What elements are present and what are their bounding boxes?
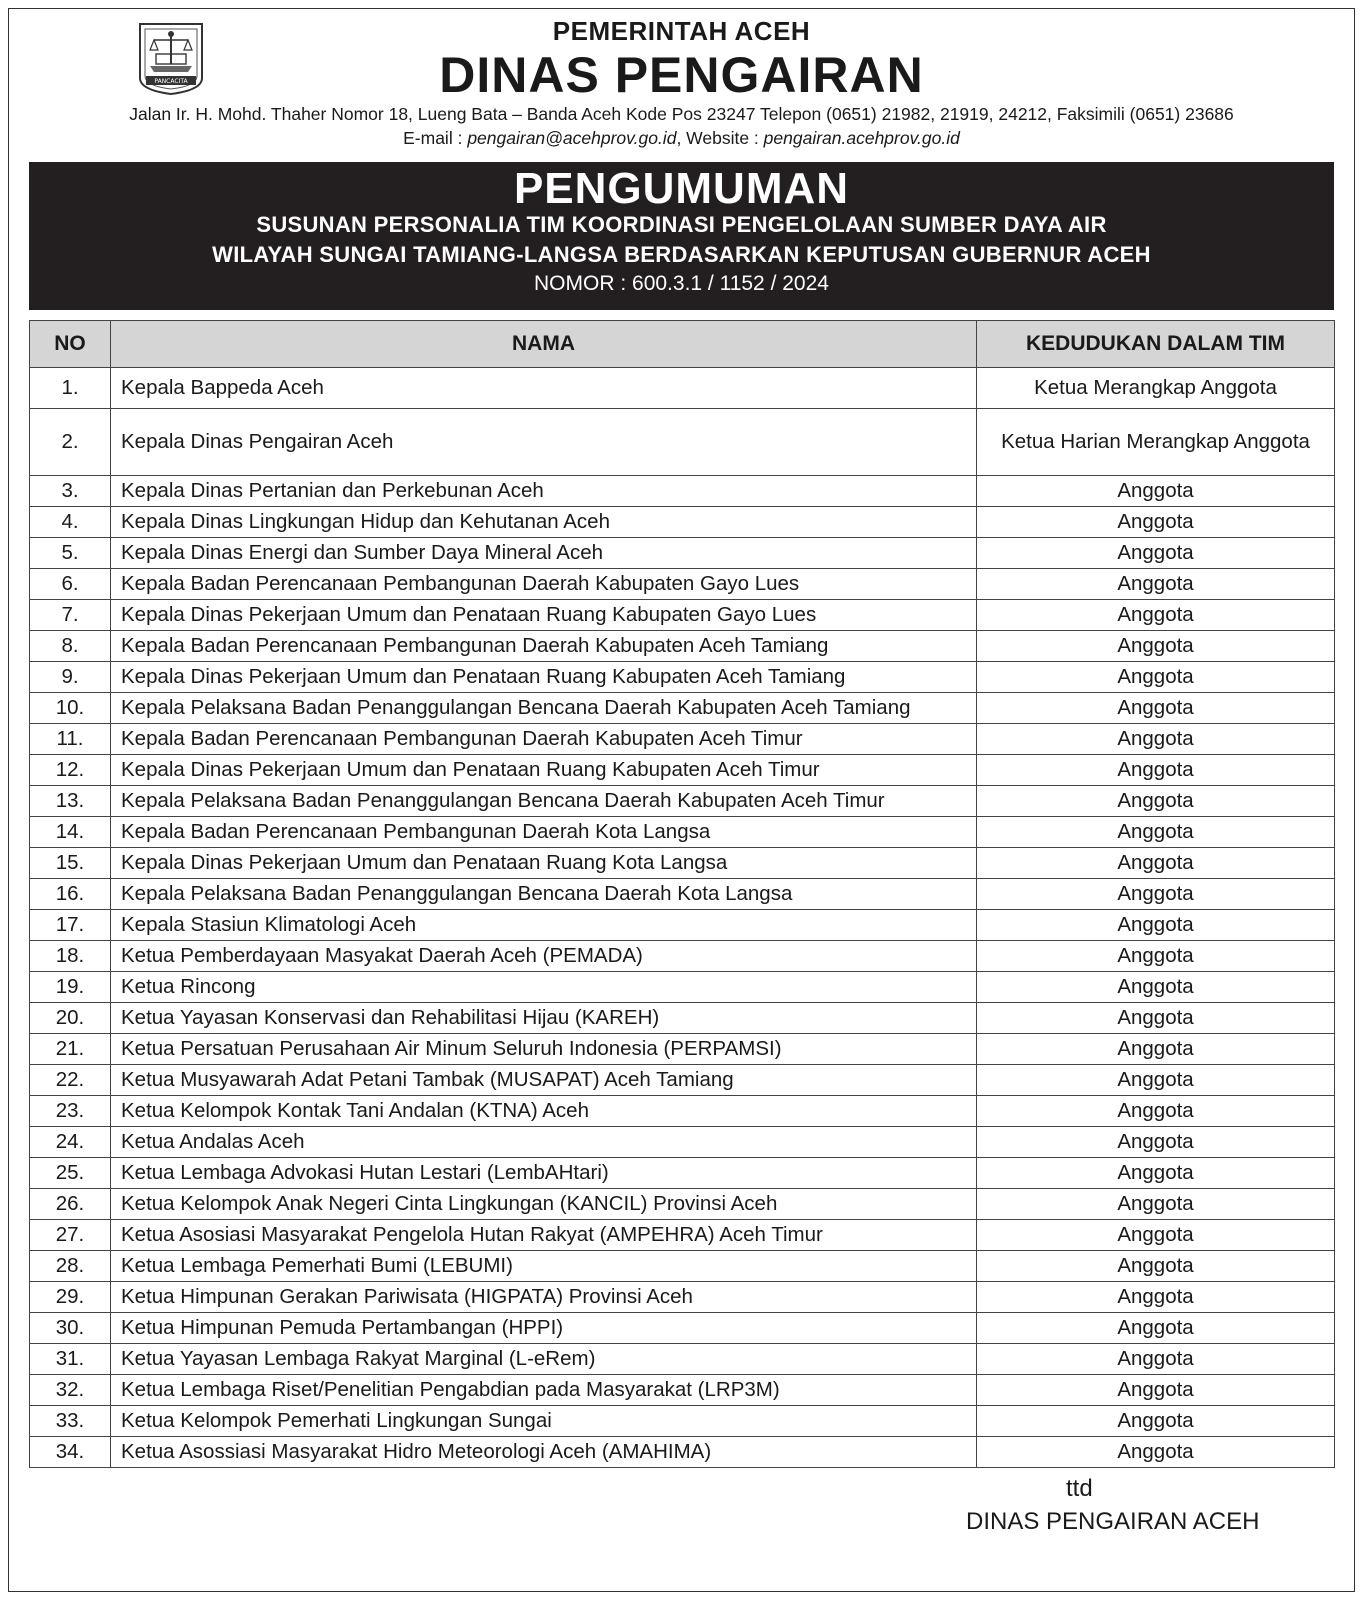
row-position: Anggota: [977, 1158, 1335, 1189]
row-name: Ketua Kelompok Anak Negeri Cinta Lingkungan (KANCIL) Provinsi Aceh: [111, 1189, 977, 1220]
row-number: 30.: [30, 1313, 111, 1344]
row-name: Ketua Lembaga Advokasi Hutan Lestari (LembAHtari): [111, 1158, 977, 1189]
row-number: 12.: [30, 755, 111, 786]
row-name: Ketua Musyawarah Adat Petani Tambak (MUSAPAT) Aceh Tamiang: [111, 1065, 977, 1096]
row-number: 8.: [30, 631, 111, 662]
row-number: 10.: [30, 693, 111, 724]
table-row: [30, 507, 1335, 538]
row-number: 13.: [30, 786, 111, 817]
row-name: Ketua Yayasan Lembaga Rakyat Marginal (L-eRem): [111, 1344, 977, 1375]
row-name: Ketua Persatuan Perusahaan Air Minum Seluruh Indonesia (PERPAMSI): [111, 1034, 977, 1065]
table-row: [30, 1251, 1335, 1282]
table-row: [30, 972, 1335, 1003]
row-number: 9.: [30, 662, 111, 693]
row-name: Ketua Himpunan Gerakan Pariwisata (HIGPATA) Provinsi Aceh: [111, 1282, 977, 1313]
row-position: Anggota: [977, 1003, 1335, 1034]
row-name: Kepala Dinas Pertanian dan Perkebunan Aceh: [111, 476, 977, 507]
row-name: Kepala Badan Perencanaan Pembangunan Daerah Kota Langsa: [111, 817, 977, 848]
svg-text:PANCACITA: PANCACITA: [154, 78, 188, 85]
row-position: Anggota: [977, 1406, 1335, 1437]
row-name: Ketua Himpunan Pemuda Pertambangan (HPPI): [111, 1313, 977, 1344]
row-position: Ketua Harian Merangkap Anggota: [977, 409, 1335, 476]
row-position: Anggota: [977, 476, 1335, 507]
table-row: [30, 693, 1335, 724]
table-row: [30, 755, 1335, 786]
row-position: Anggota: [977, 786, 1335, 817]
row-position: Anggota: [977, 1313, 1335, 1344]
table-row: [30, 1158, 1335, 1189]
row-position: Anggota: [977, 941, 1335, 972]
column-header-no: NO: [30, 321, 111, 368]
row-number: 6.: [30, 569, 111, 600]
row-position: Anggota: [977, 724, 1335, 755]
row-name: Ketua Kelompok Kontak Tani Andalan (KTNA) Aceh: [111, 1096, 977, 1127]
table-row: [30, 476, 1335, 507]
row-position: Anggota: [977, 1375, 1335, 1406]
row-name: Ketua Asossiasi Masyarakat Hidro Meteorologi Aceh (AMAHIMA): [111, 1437, 977, 1468]
row-position: Anggota: [977, 848, 1335, 879]
row-name: Ketua Kelompok Pemerhati Lingkungan Sungai: [111, 1406, 977, 1437]
row-number: 7.: [30, 600, 111, 631]
table-row: [30, 1282, 1335, 1313]
row-position: Anggota: [977, 631, 1335, 662]
row-position: Anggota: [977, 662, 1335, 693]
row-name: Kepala Dinas Pekerjaan Umum dan Penataan Ruang Kabupaten Aceh Tamiang: [111, 662, 977, 693]
table-row: [30, 1406, 1335, 1437]
row-name: Ketua Pemberdayaan Masyakat Daerah Aceh (PEMADA): [111, 941, 977, 972]
row-name: Kepala Dinas Lingkungan Hidup dan Kehutanan Aceh: [111, 507, 977, 538]
banner-subtitle-1: SUSUNAN PERSONALIA TIM KOORDINASI PENGELOLAAN SUMBER DAYA AIR: [256, 212, 1107, 237]
row-number: 28.: [30, 1251, 111, 1282]
row-number: 22.: [30, 1065, 111, 1096]
government-name: PEMERINTAH ACEH: [552, 16, 811, 46]
row-position: Anggota: [977, 600, 1335, 631]
row-position: Anggota: [977, 1437, 1335, 1468]
row-name: Ketua Andalas Aceh: [111, 1127, 977, 1158]
table-row: [30, 368, 1335, 409]
table-row: [30, 1003, 1335, 1034]
row-number: 11.: [30, 724, 111, 755]
contact-line: [0, 128, 1363, 149]
row-number: 25.: [30, 1158, 111, 1189]
announcement-banner: [29, 162, 1334, 310]
row-position: Anggota: [977, 1344, 1335, 1375]
table-row: [30, 409, 1335, 476]
row-position: Anggota: [977, 538, 1335, 569]
row-number: 31.: [30, 1344, 111, 1375]
table-row: [30, 910, 1335, 941]
row-position: Anggota: [977, 1065, 1335, 1096]
column-header-nama: NAMA: [111, 321, 977, 368]
letterhead: [0, 0, 1363, 160]
row-name: Kepala Dinas Pekerjaan Umum dan Penataan Ruang Kota Langsa: [111, 848, 977, 879]
banner-title: PENGUMUMAN: [513, 164, 850, 213]
row-number: 17.: [30, 910, 111, 941]
row-number: 19.: [30, 972, 111, 1003]
table-row: [30, 600, 1335, 631]
row-name: Kepala Pelaksana Badan Penanggulangan Bencana Daerah Kabupaten Aceh Timur: [111, 786, 977, 817]
row-number: 27.: [30, 1220, 111, 1251]
row-name: Kepala Dinas Energi dan Sumber Daya Mineral Aceh: [111, 538, 977, 569]
banner-subtitle-2: WILAYAH SUNGAI TAMIANG-LANGSA BERDASARKAN KEPUTUSAN GUBERNUR ACEH: [212, 242, 1151, 267]
signatory-name: DINAS PENGAIRAN ACEH: [966, 1508, 1260, 1535]
table-row: [30, 848, 1335, 879]
row-name: Kepala Pelaksana Badan Penanggulangan Bencana Daerah Kota Langsa: [111, 879, 977, 910]
row-position: Anggota: [977, 1189, 1335, 1220]
row-position: Anggota: [977, 1127, 1335, 1158]
table-row: [30, 817, 1335, 848]
row-name: Kepala Badan Perencanaan Pembangunan Daerah Kabupaten Gayo Lues: [111, 569, 977, 600]
table-row: [30, 1065, 1335, 1096]
row-position: Anggota: [977, 507, 1335, 538]
row-name: Ketua Asosiasi Masyarakat Pengelola Hutan Rakyat (AMPEHRA) Aceh Timur: [111, 1220, 977, 1251]
table-row: [30, 631, 1335, 662]
row-position: Anggota: [977, 755, 1335, 786]
row-number: 21.: [30, 1034, 111, 1065]
row-position: Anggota: [977, 569, 1335, 600]
row-name: Ketua Lembaga Riset/Penelitian Pengabdian pada Masyarakat (LRP3M): [111, 1375, 977, 1406]
row-number: 2.: [30, 409, 111, 476]
table-row: [30, 1313, 1335, 1344]
table-row: [30, 879, 1335, 910]
row-name: Kepala Dinas Pekerjaan Umum dan Penataan Ruang Kabupaten Aceh Timur: [111, 755, 977, 786]
table-header-row: [30, 321, 1335, 368]
row-number: 4.: [30, 507, 111, 538]
row-number: 23.: [30, 1096, 111, 1127]
email-label: E-mail :: [403, 128, 468, 148]
row-name: Kepala Bappeda Aceh: [111, 368, 977, 409]
row-number: 34.: [30, 1437, 111, 1468]
email-link[interactable]: pengairan@acehprov.go.id: [467, 128, 677, 148]
table-row: [30, 538, 1335, 569]
row-number: 3.: [30, 476, 111, 507]
table-row: [30, 1034, 1335, 1065]
table-row: [30, 1220, 1335, 1251]
row-number: 5.: [30, 538, 111, 569]
row-number: 16.: [30, 879, 111, 910]
row-number: 33.: [30, 1406, 111, 1437]
agency-name: DINAS PENGAIRAN: [439, 47, 924, 103]
decree-number: NOMOR : 600.3.1 / 1152 / 2024: [534, 272, 829, 295]
website-link[interactable]: pengairan.acehprov.go.id: [763, 128, 960, 148]
website-label: , Website :: [676, 128, 764, 148]
table-row: [30, 1189, 1335, 1220]
row-number: 32.: [30, 1375, 111, 1406]
row-position: Anggota: [977, 1251, 1335, 1282]
row-name: Kepala Dinas Pengairan Aceh: [111, 409, 977, 476]
table-row: [30, 569, 1335, 600]
row-name: Kepala Badan Perencanaan Pembangunan Daerah Kabupaten Aceh Timur: [111, 724, 977, 755]
row-position: Anggota: [977, 879, 1335, 910]
row-position: Ketua Merangkap Anggota: [977, 368, 1335, 409]
row-position: Anggota: [977, 1220, 1335, 1251]
table-row: [30, 1127, 1335, 1158]
row-name: Kepala Pelaksana Badan Penanggulangan Bencana Daerah Kabupaten Aceh Tamiang: [111, 693, 977, 724]
row-position: Anggota: [977, 693, 1335, 724]
table-row: [30, 1096, 1335, 1127]
table-row: [30, 1344, 1335, 1375]
row-position: Anggota: [977, 1034, 1335, 1065]
row-number: 18.: [30, 941, 111, 972]
row-number: 29.: [30, 1282, 111, 1313]
row-position: Anggota: [977, 1282, 1335, 1313]
table-row: [30, 941, 1335, 972]
column-header-kedudukan: KEDUDUKAN DALAM TIM: [977, 321, 1335, 368]
table-row: [30, 724, 1335, 755]
signature-mark: ttd: [1066, 1475, 1093, 1502]
row-name: Kepala Badan Perencanaan Pembangunan Daerah Kabupaten Aceh Tamiang: [111, 631, 977, 662]
row-number: 15.: [30, 848, 111, 879]
personnel-table: [29, 320, 1335, 1468]
table-row: [30, 662, 1335, 693]
row-number: 1.: [30, 368, 111, 409]
row-position: Anggota: [977, 1096, 1335, 1127]
row-name: Ketua Rincong: [111, 972, 977, 1003]
row-position: Anggota: [977, 817, 1335, 848]
row-number: 20.: [30, 1003, 111, 1034]
row-number: 14.: [30, 817, 111, 848]
table-row: [30, 1375, 1335, 1406]
row-position: Anggota: [977, 972, 1335, 1003]
row-number: 24.: [30, 1127, 111, 1158]
row-name: Kepala Stasiun Klimatologi Aceh: [111, 910, 977, 941]
row-name: Kepala Dinas Pekerjaan Umum dan Penataan Ruang Kabupaten Gayo Lues: [111, 600, 977, 631]
table-row: [30, 786, 1335, 817]
row-number: 26.: [30, 1189, 111, 1220]
table-row: [30, 1437, 1335, 1468]
row-name: Ketua Yayasan Konservasi dan Rehabilitasi Hijau (KAREH): [111, 1003, 977, 1034]
row-position: Anggota: [977, 910, 1335, 941]
agency-address: Jalan Ir. H. Mohd. Thaher Nomor 18, Lueng Bata – Banda Aceh Kode Pos 23247 Telepon (0651) 21982, 21919, 24212, Faksimili (0651) 23686: [129, 104, 1234, 124]
row-name: Ketua Lembaga Pemerhati Bumi (LEBUMI): [111, 1251, 977, 1282]
